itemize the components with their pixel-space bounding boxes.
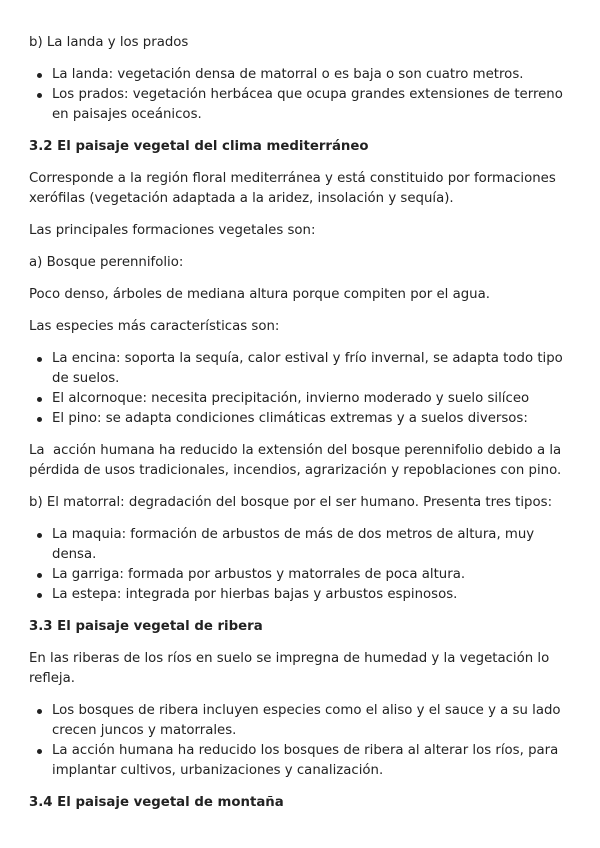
list-item: La landa: vegetación densa de matorral o es baja o son cuatro metros.	[29, 65, 570, 85]
species-list	[29, 349, 570, 429]
formations-intro: Las principales formaciones vegetales son:	[29, 223, 316, 238]
section-3-2-intro: Corresponde a la región floral mediterránea y está constituido por formaciones xerófilas (vegetación adaptada a la aridez, insolación y sequía).	[29, 171, 556, 206]
list-item: Los bosques de ribera incluyen especies como el aliso y el sauce y a su lado crecen juncos y matorrales.	[29, 701, 570, 741]
section-3-2-title: 3.2 El paisaje vegetal del clima mediterráneo	[29, 139, 369, 154]
landa-list	[29, 65, 570, 125]
matorral-heading: b) El matorral: degradación del bosque por el ser humano. Presenta tres tipos:	[29, 495, 553, 510]
ribera-list	[29, 701, 570, 781]
list-item: La maquia: formación de arbustos de más de dos metros de altura, muy densa.	[29, 525, 570, 565]
list-item: El pino: se adapta condiciones climáticas extremas y a suelos diversos:	[29, 409, 570, 429]
bosque-description: Poco denso, árboles de mediana altura porque compiten por el agua.	[29, 287, 490, 302]
list-item: La encina: soporta la sequía, calor estival y frío invernal, se adapta todo tipo de suelos.	[29, 349, 570, 389]
list-item: La estepa: integrada por hierbas bajas y arbustos espinosos.	[29, 585, 570, 605]
species-intro: Las especies más características son:	[29, 319, 280, 334]
list-item: El alcornoque: necesita precipitación, invierno moderado y suelo silíceo	[29, 389, 570, 409]
list-item: La acción humana ha reducido los bosques de ribera al alterar los ríos, para implantar cultivos, urbanizaciones y canalización.	[29, 741, 570, 781]
human-action-paragraph: La acción humana ha reducido la extensión del bosque perennifolio debido a la pérdida de usos tradicionales, incendios, agrarización y repoblaciones con pino.	[29, 443, 566, 478]
matorral-list	[29, 525, 570, 605]
section-3-3-intro: En las riberas de los ríos en suelo se impregna de humedad y la vegetación lo refleja.	[29, 651, 550, 686]
list-item: Los prados: vegetación herbácea que ocupa grandes extensiones de terreno en paisajes oceánicos.	[29, 85, 570, 125]
section-3-3-title: 3.3 El paisaje vegetal de ribera	[29, 619, 263, 634]
section-3-4-title: 3.4 El paisaje vegetal de montaña	[29, 795, 284, 810]
bosque-heading: a) Bosque perennifolio:	[29, 255, 184, 270]
list-item: La garriga: formada por arbustos y matorrales de poca altura.	[29, 565, 570, 585]
landa-heading: b) La landa y los prados	[29, 35, 189, 50]
